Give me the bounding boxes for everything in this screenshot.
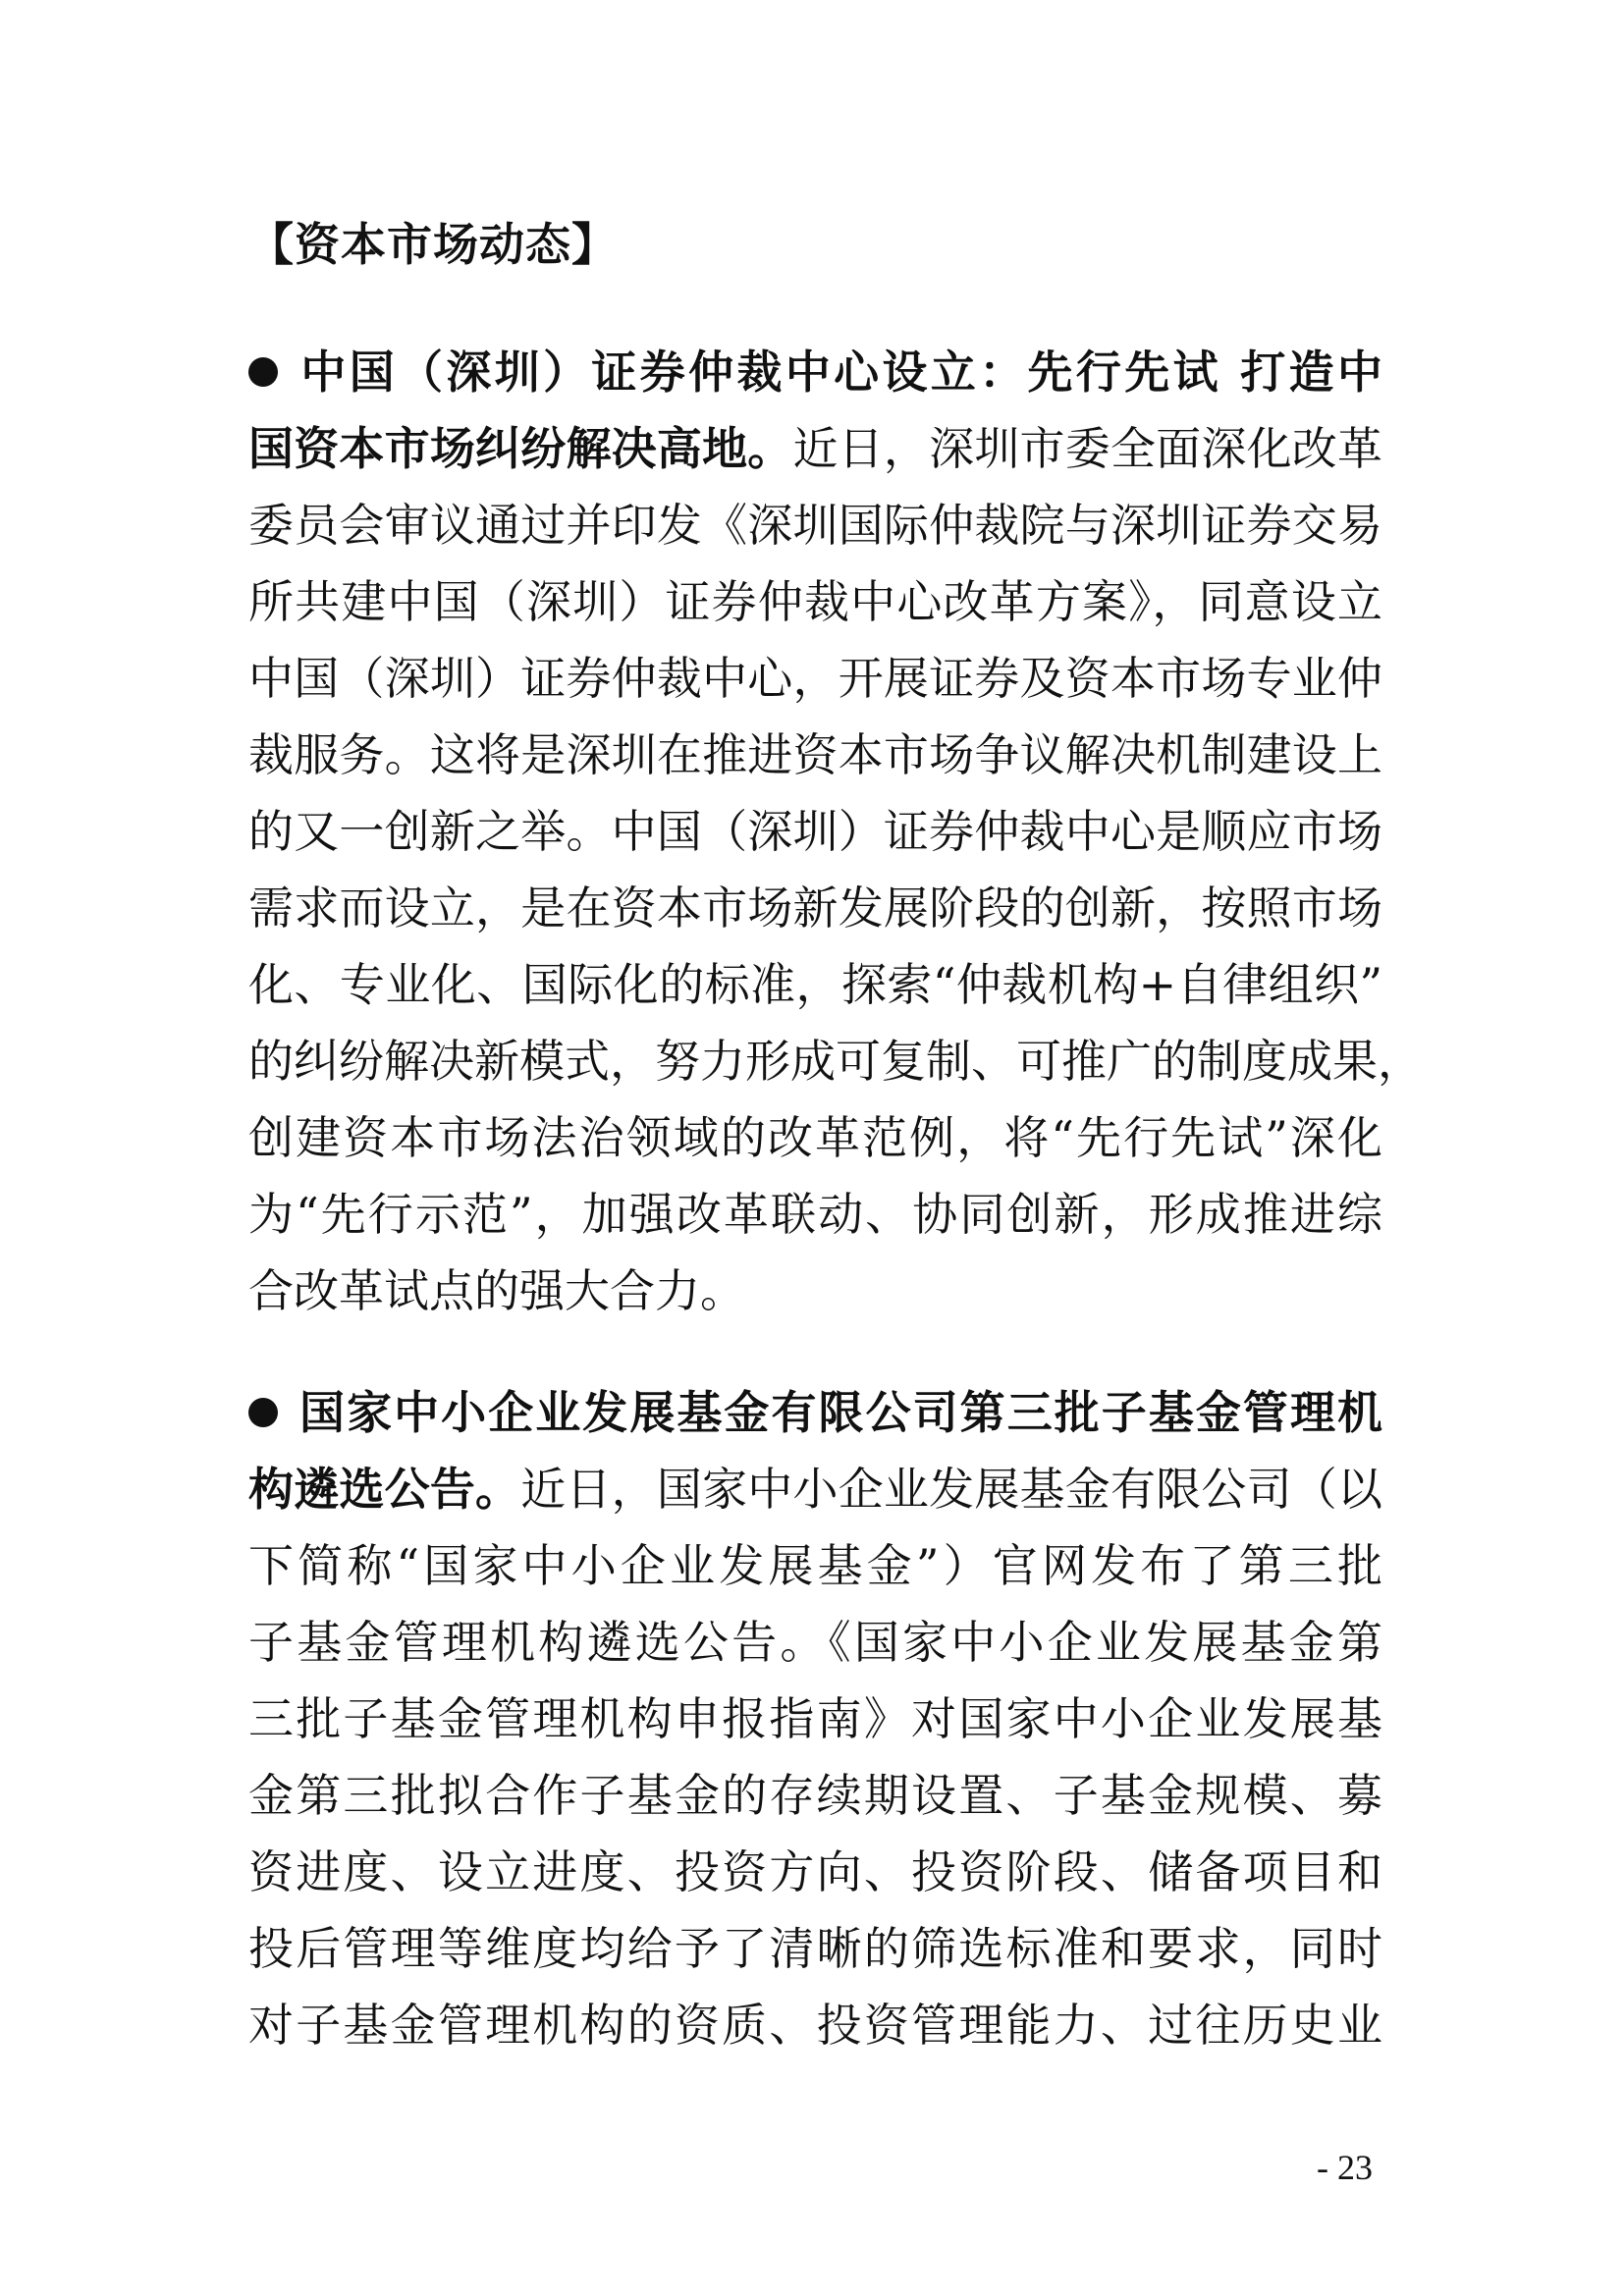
section-title: 【资本市场动态】	[248, 218, 618, 271]
bullet-icon	[248, 357, 278, 387]
article-line: 委员会审议通过并印发《深圳国际仲裁院与深圳证券交易	[248, 499, 1382, 552]
article-1	[248, 334, 1423, 1329]
headline-text: 中国（深圳）证券仲裁中心设立：先行先试 打造中	[298, 346, 1382, 399]
article-line	[248, 410, 1382, 487]
article-line: 为“先行示范”，加强改革联动、协同创新，形成推进综	[248, 1188, 1382, 1241]
body-text: 近日，国家中小企业发展基金有限公司（以	[520, 1463, 1382, 1516]
article-line: 对子基金管理机构的资质、投资管理能力、过往历史业	[248, 1999, 1382, 2052]
article-line: 中国（深圳）证券仲裁中心，开展证券及资本市场专业仲	[248, 652, 1382, 705]
headline-text: 构遴选公告。	[248, 1463, 521, 1516]
headline-text: 国家中小企业发展基金有限公司第三批子基金管理机	[298, 1386, 1382, 1439]
article-line	[248, 334, 1382, 410]
article-line: 金第三批拟合作子基金的存续期设置、子基金规模、募	[248, 1769, 1382, 1822]
article-line	[248, 1451, 1382, 1527]
article-line: 的纠纷解决新模式，努力形成可复制、可推广的制度成果，	[248, 1035, 1423, 1088]
article-line: 三批子基金管理机构申报指南》对国家中小企业发展基	[248, 1692, 1382, 1745]
article-line: 子基金管理机构遴选公告。《国家中小企业发展基金第	[248, 1616, 1382, 1669]
article-line: 合改革试点的强大合力。	[248, 1264, 745, 1317]
article-line: 下简称“国家中小企业发展基金”）官网发布了第三批	[248, 1539, 1382, 1592]
article-line: 需求而设立，是在资本市场新发展阶段的创新，按照市场	[248, 881, 1382, 934]
body-text: 近日，深圳市委全面深化改革	[792, 422, 1383, 475]
article-line	[248, 1374, 1382, 1451]
article-line: 创建资本市场法治领域的改革范例，将“先行先试”深化	[248, 1111, 1382, 1164]
page-number: - 23	[1317, 2148, 1373, 2187]
headline-text: 国资本市场纠纷解决高地。	[248, 422, 793, 475]
article-2	[248, 1374, 1382, 2063]
bullet-icon	[248, 1398, 278, 1427]
article-line: 的又一创新之举。中国（深圳）证券仲裁中心是顺应市场	[248, 805, 1382, 858]
article-line: 投后管理等维度均给予了清晰的筛选标准和要求，同时	[248, 1922, 1382, 1975]
article-line: 所共建中国（深圳）证券仲裁中心改革方案》，同意设立	[248, 575, 1382, 628]
article-line: 裁服务。这将是深圳在推进资本市场争议解决机制建设上	[248, 728, 1382, 781]
article-line: 资进度、设立进度、投资方向、投资阶段、储备项目和	[248, 1845, 1382, 1898]
article-line: 化、专业化、国际化的标准，探索“仲裁机构+自律组织”	[248, 958, 1382, 1011]
